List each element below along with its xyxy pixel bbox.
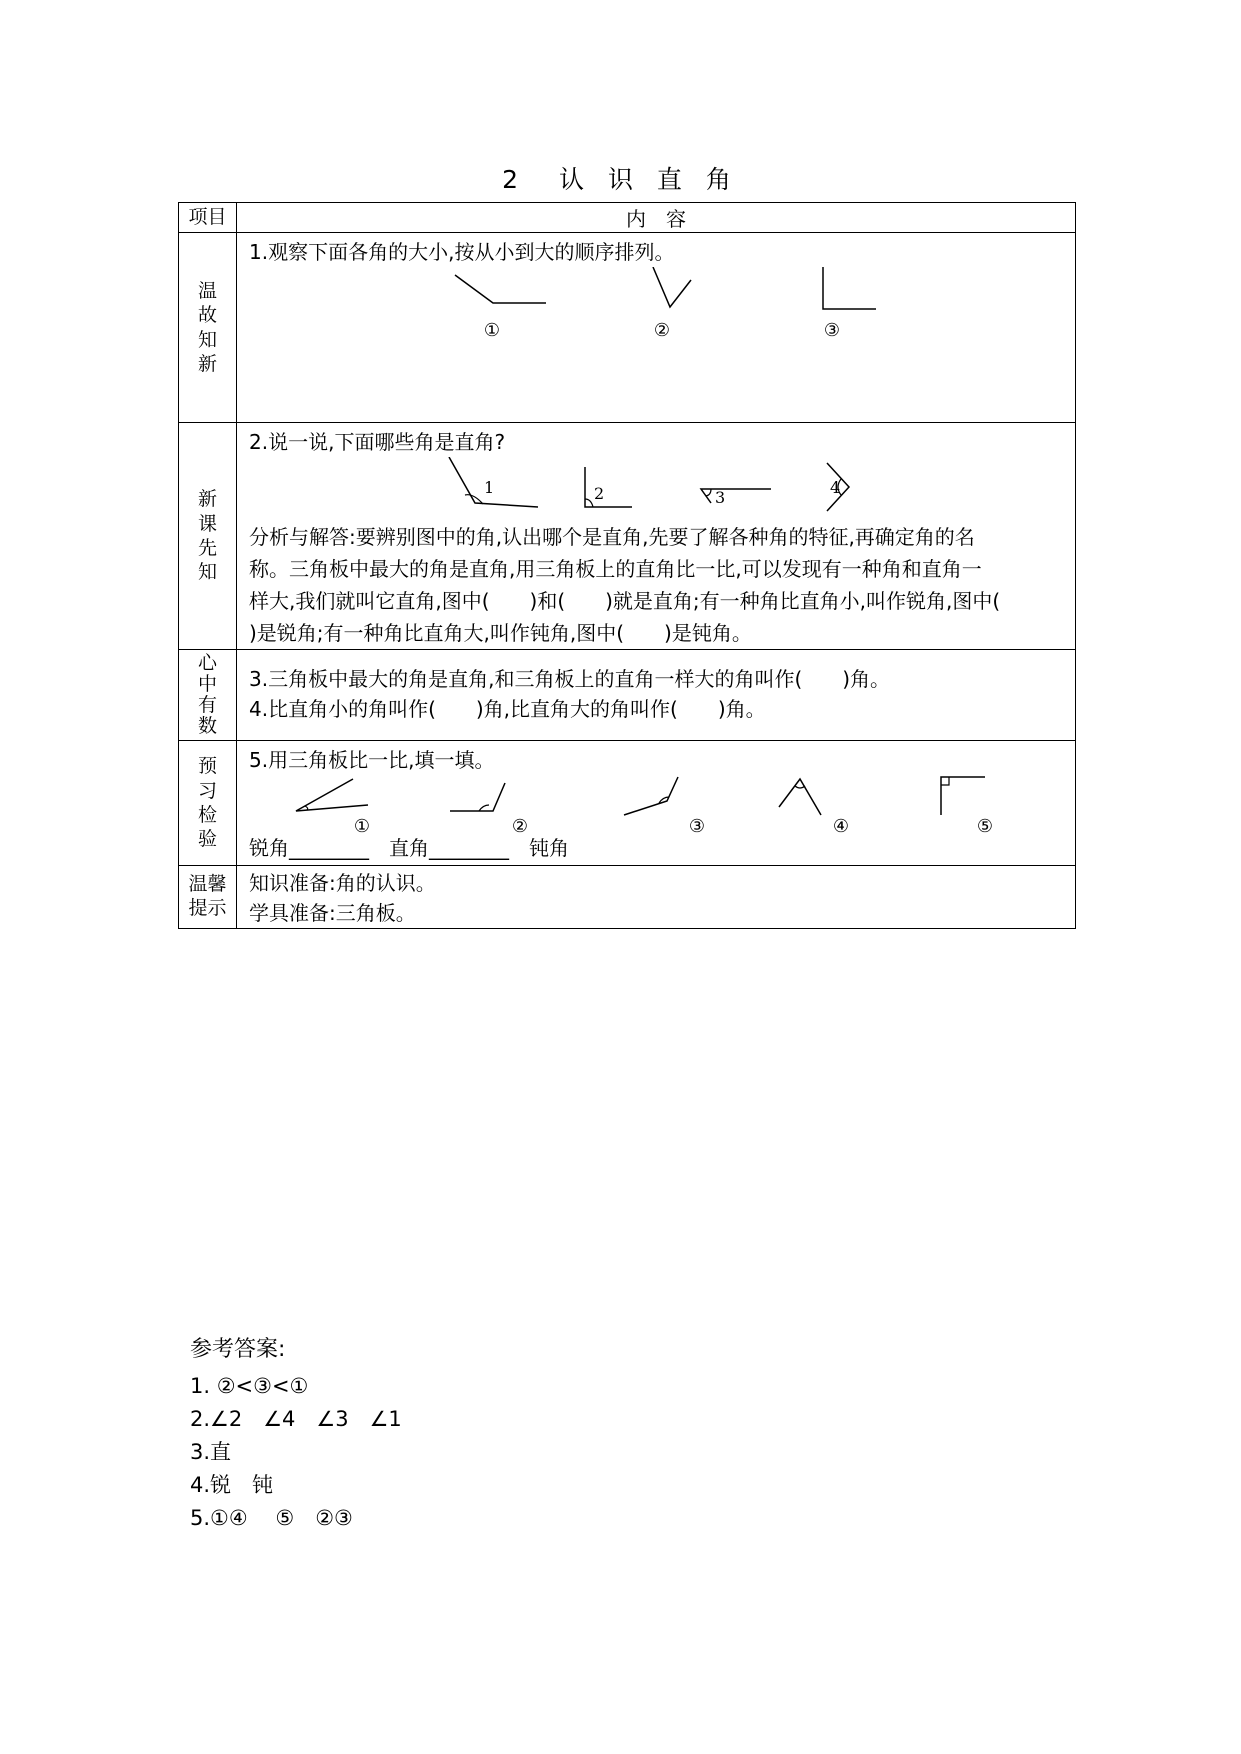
angle-figure-1-3 [823,267,876,309]
tip-knowledge: 知识准备:角的认识。 [249,871,436,895]
angle-label-5-1: ① [353,816,371,833]
section-content-review [237,233,1076,423]
answer-key [190,1333,402,1535]
section-tips [179,866,1076,929]
table-header-row [179,203,1076,233]
angle-label-5-5: ⑤ [976,816,994,833]
angle-label-2-1: 1 [484,478,495,497]
angle-figure-5-2 [450,783,505,811]
angle-label-5-2: ② [511,816,529,833]
answer-item: 5.①④ ⑤ ②③ [190,1506,353,1530]
header-project: 项目 [179,203,237,233]
answer-heading: 参考答案: [190,1337,286,1362]
angle-label-5-3: ③ [688,816,706,833]
angle-figure-5-5 [941,777,985,815]
section-label-preview: 新课先知 [179,423,237,650]
question-2: 2.说一说,下面哪些角是直角? [249,430,506,454]
angle-figure-5-4 [779,779,821,815]
question-5: 5.用三角板比一比,填一填。 [249,748,495,772]
angle-figure-2-2 [585,467,632,507]
angle-arc-2-3 [706,489,711,496]
fill-blanks: 锐角________ 直角________ 钝角 [249,836,569,860]
answer-item: 1. ②<③<① [190,1374,309,1398]
angle-figure-5-3 [624,777,678,815]
section-preview [179,423,1076,650]
answer-item: 3.直 [190,1440,232,1464]
section-content-practice [237,741,1076,866]
angle-figure-5-1 [296,779,368,811]
angle-label-1-3: ③ [823,320,841,341]
lesson-table [178,202,1076,929]
angle-figures-1 [249,267,1069,347]
section-label-tips: 温馨提示 [179,866,237,929]
right-angle-mark-5-5 [941,777,949,785]
angle-label-2-2: 2 [594,484,605,503]
angle-label-5-4: ④ [832,816,850,833]
section-practice [179,741,1076,866]
question-4: 4.比直角小的角叫作( )角,比直角大的角叫作( )角。 [249,697,766,721]
section-content-preview [237,423,1076,650]
angle-label-2-3: 3 [715,488,726,507]
angle-arc-2-2 [585,499,593,507]
section-review [179,233,1076,423]
section-label-summary: 心中有数 [179,650,237,741]
answer-item: 4.锐 钝 [190,1473,274,1497]
section-content-tips [237,866,1076,929]
angle-label-1-2: ② [653,320,671,341]
header-content: 内 容 [237,203,1076,233]
angle-figure-1-1 [455,275,546,303]
page-title: 2 认 识 直 角 [502,165,739,194]
angle-arc-5-2 [479,805,489,811]
question-1: 1.观察下面各角的大小,按从小到大的顺序排列。 [249,240,675,264]
angle-figure-2-3 [701,489,771,503]
section-label-practice: 预习检验 [179,741,237,866]
answer-item: 2.∠2 ∠4 ∠3 ∠1 [190,1407,402,1431]
tip-tools: 学具准备:三角板。 [249,901,416,925]
section-content-summary [237,650,1076,741]
angle-figures-5 [249,775,1069,833]
section-summary [179,650,1076,741]
section-label-review: 温故知新 [179,233,237,423]
angle-label-2-4: 4 [830,478,841,497]
angle-figure-1-2 [653,267,691,307]
analysis-text: 分析与解答:要辨别图中的角,认出哪个是直角,先要了解各种角的特征,再确定角的名 称。三角板中最大的角是直角,用三角板上的直角比一比,可以发现有一种角和直角一 样大,我们就叫它直角,图中( )和( )就是直角;有一种角比直角小,叫作锐角,图中( )是锐角;有一种角比直角大,叫作钝角,图中( )是钝角。 [249,525,1001,645]
question-3: 3.三角板中最大的角是直角,和三角板上的直角一样大的角叫作( )角。 [249,667,891,691]
angle-label-1-1: ① [483,320,501,341]
angle-figures-2 [249,457,1069,521]
